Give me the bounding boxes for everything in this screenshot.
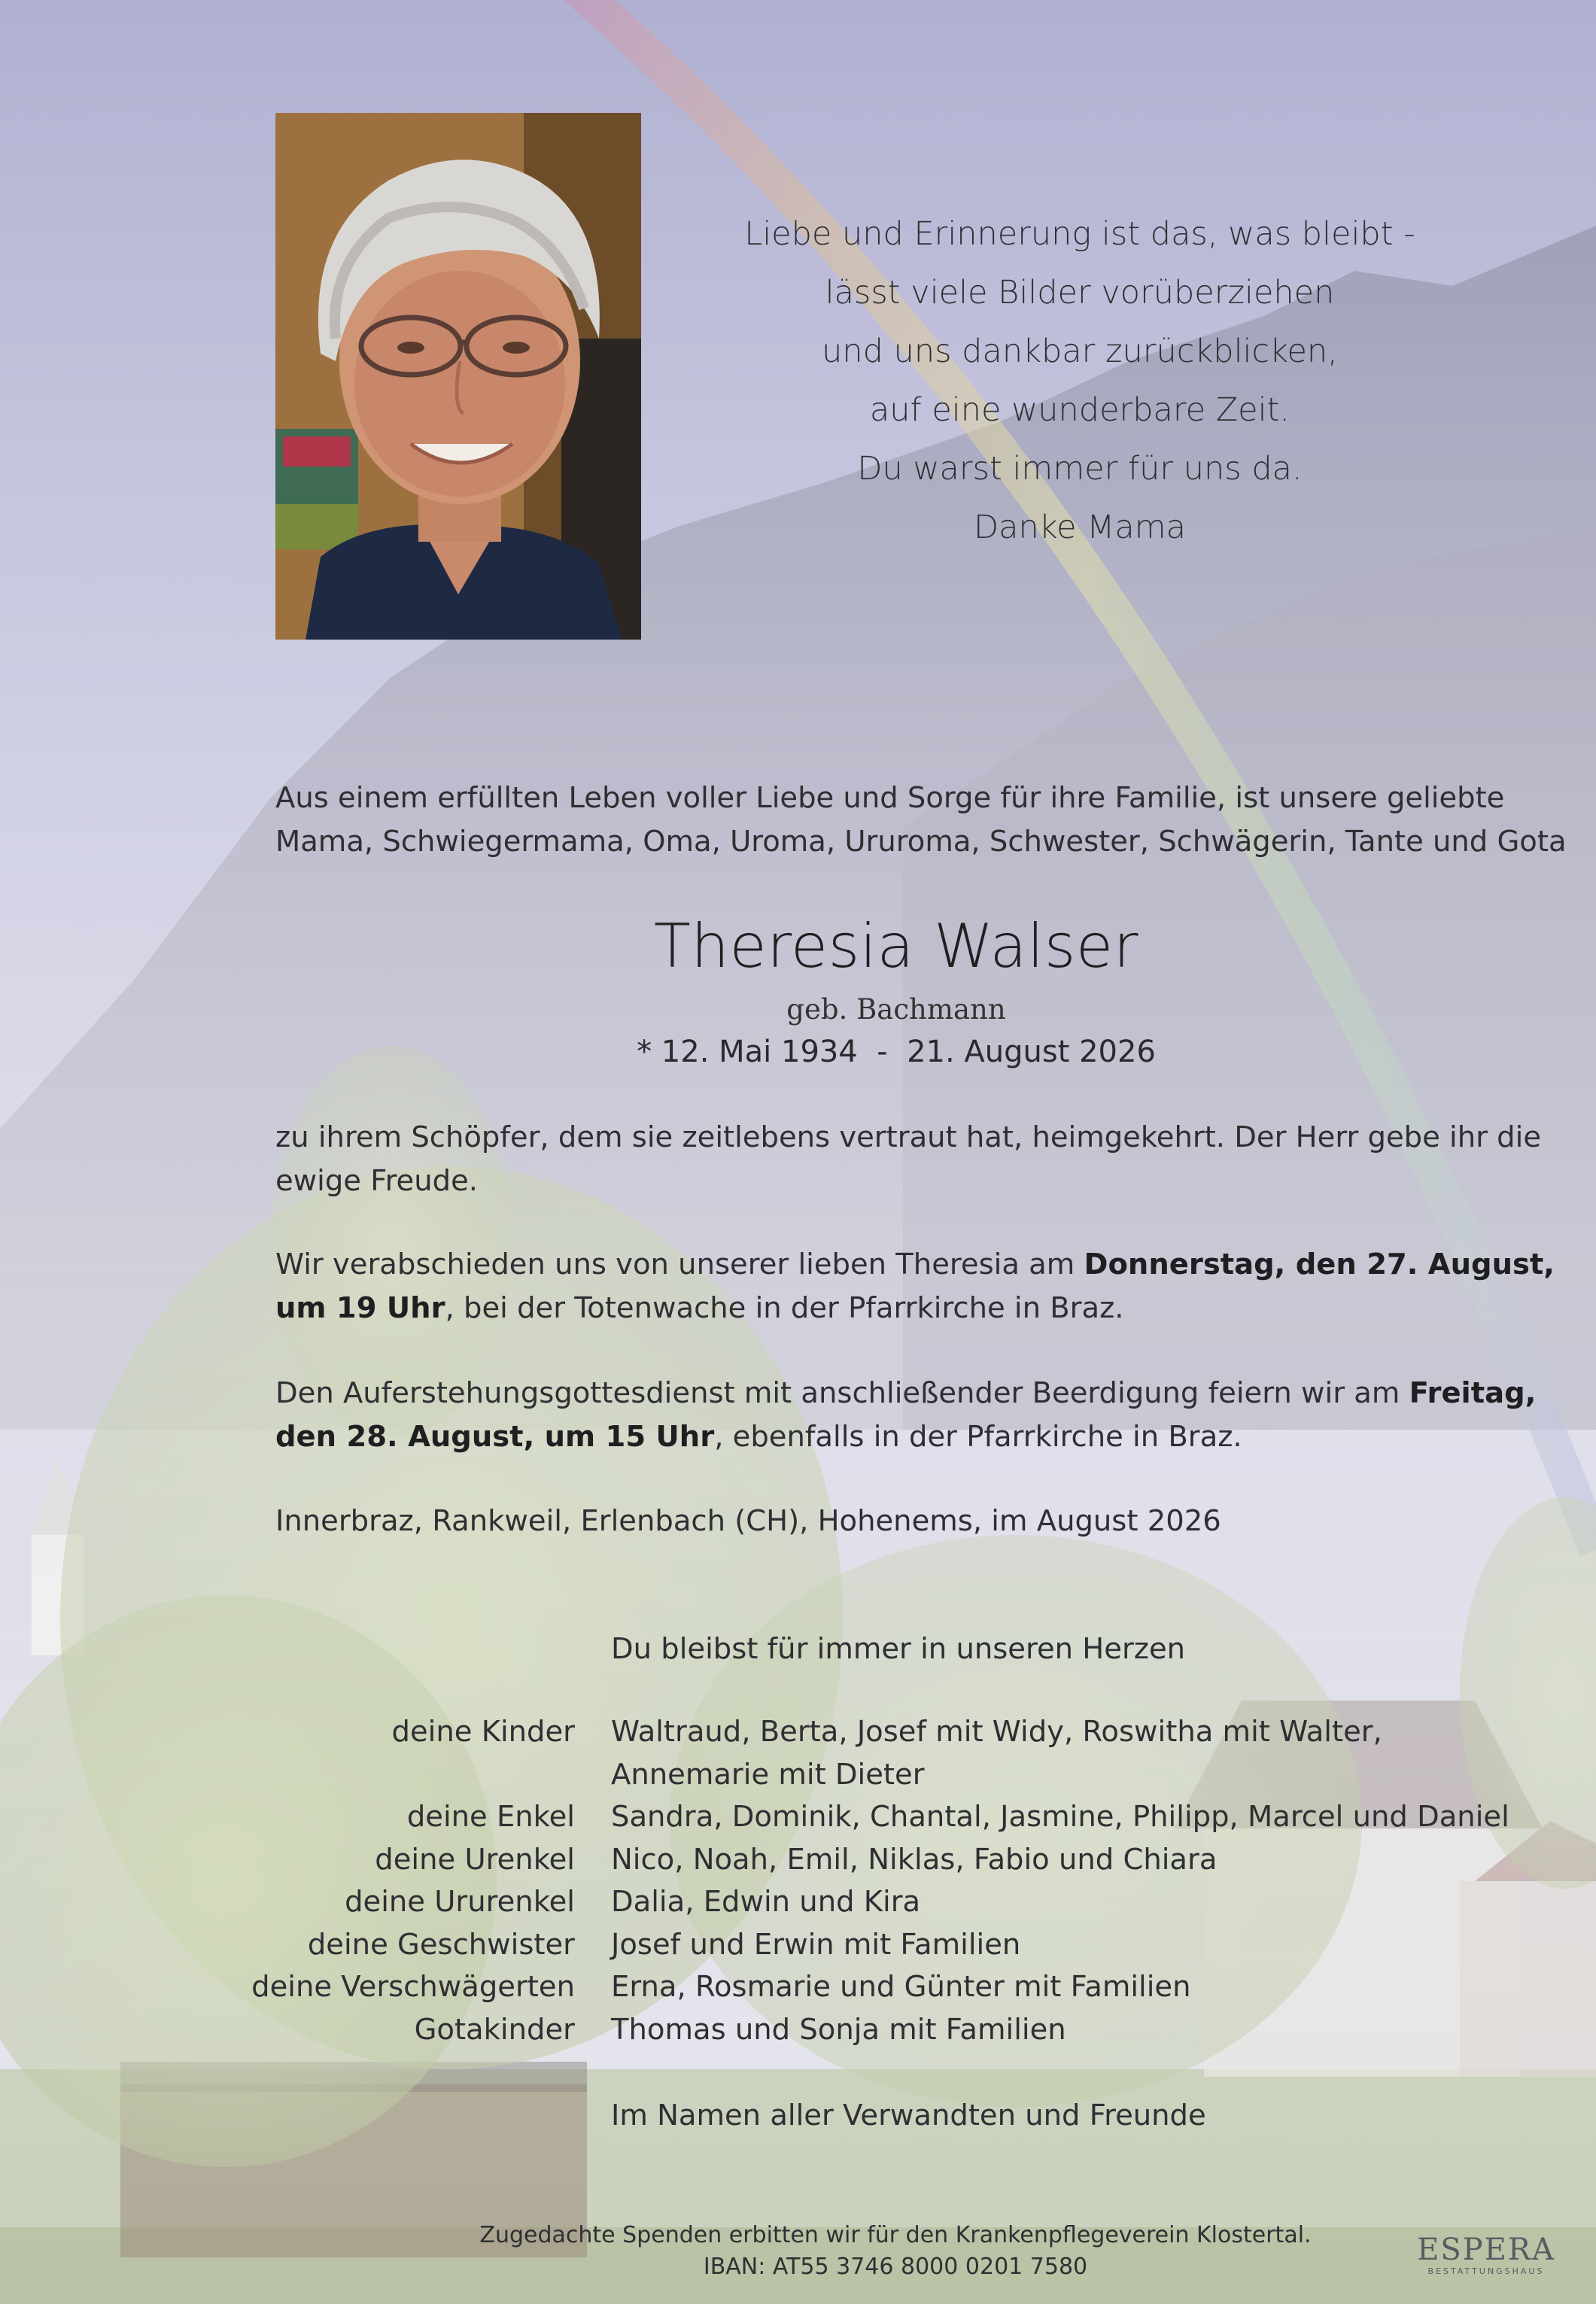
family-names-line: Josef und Erwin mit Familien — [611, 1927, 1021, 1962]
poem-line: auf eine wunderbare Zeit. — [869, 391, 1290, 429]
paragraph-line — [275, 1287, 1517, 1330]
deceased-name: Theresia Walser — [653, 911, 1139, 981]
donation-note — [436, 2220, 1354, 2283]
wake-location: , bei der Totenwache in der Pfarrkirche in Braz. — [445, 1291, 1124, 1325]
wake-date: Donnerstag, den 27. August, — [1084, 1248, 1555, 1281]
family-relation: deine Ururenkel — [345, 1885, 575, 1919]
family-names — [611, 1711, 1543, 1796]
poem-line: Danke Mama — [974, 509, 1186, 546]
paragraph-line: ewige Freude. — [275, 1164, 479, 1198]
paragraph-funeral — [275, 1372, 1537, 1459]
logo-wordmark: ESPERA — [1417, 2233, 1555, 2267]
donation-iban: IBAN: AT55 3746 8000 0201 7580 — [703, 2254, 1088, 2280]
family-row — [188, 1711, 1543, 1796]
paragraph-line — [275, 1415, 1517, 1459]
intro-text — [275, 777, 1570, 864]
family-names-line: Annemarie mit Dieter — [611, 1757, 925, 1792]
motto: Du bleibst für immer in unseren Herzen — [611, 1632, 1186, 1666]
family-relation: deine Geschwister — [307, 1927, 575, 1962]
paragraph-homecoming — [275, 1116, 1542, 1203]
family-relation: deine Kinder — [391, 1715, 575, 1749]
family-relation: deine Enkel — [406, 1800, 575, 1834]
closing-line: Im Namen aller Verwandten und Freunde — [611, 2099, 1206, 2132]
wake-time: um 19 Uhr — [275, 1291, 445, 1325]
family-relation: deine Verschwägerten — [251, 1970, 575, 2004]
memorial-poem — [700, 205, 1460, 557]
paragraph-line — [275, 1372, 1537, 1415]
family-names-line: Dalia, Edwin und Kira — [611, 1885, 921, 1919]
funeral-location: , ebenfalls in der Pfarrkirche in Braz. — [714, 1420, 1242, 1454]
family-names — [611, 1881, 1543, 1924]
donation-text: Zugedachte Spenden erbitten wir für den Krankenpflegeverein Klostertal. — [479, 2222, 1312, 2248]
wake-text: Wir verabschieden uns von unserer lieben Theresia am — [275, 1248, 1084, 1281]
poem-line: Liebe und Erinnerung ist das, was bleibt - — [744, 215, 1415, 253]
family-names-line: Waltraud, Berta, Josef mit Widy, Roswitha mit Walter, — [611, 1715, 1382, 1749]
family-names-line: Erna, Rosmarie und Günter mit Familien — [611, 1970, 1191, 2004]
maiden-name: geb. Bachmann — [786, 993, 1006, 1026]
family-names-line: Sandra, Dominik, Chantal, Jasmine, Philipp, Marcel und Daniel — [611, 1800, 1509, 1834]
family-names — [611, 2009, 1543, 2052]
family-row — [188, 1881, 1543, 1924]
place-and-date: Innerbraz, Rankweil, Erlenbach (CH), Hohenems, im August 2026 — [275, 1504, 1221, 1538]
family-row — [188, 1796, 1543, 1839]
family-row — [188, 1966, 1543, 2009]
poem-line: Du warst immer für uns da. — [857, 450, 1303, 488]
family-relation: Gotakinder — [414, 2012, 575, 2047]
poem-line: und uns dankbar zurückblicken, — [822, 333, 1338, 370]
poem-line: lässt viele Bilder vorüberziehen — [825, 274, 1335, 312]
intro-line: Aus einem erfüllten Leben voller Liebe und Sorge für ihre Familie, ist unsere geliebte — [275, 781, 1505, 815]
family-row — [188, 1839, 1543, 1882]
paragraph-line — [275, 1243, 1555, 1287]
life-dates: * 12. Mai 1934 - 21. August 2026 — [637, 1035, 1156, 1069]
family-names — [611, 1796, 1543, 1839]
funeral-home-logo — [1407, 2233, 1565, 2277]
family-names-line: Thomas und Sonja mit Familien — [611, 2012, 1066, 2047]
family-list — [188, 1711, 1543, 2051]
logo-subtitle: BESTATTUNGSHAUS — [1427, 2266, 1545, 2276]
funeral-day: Freitag, — [1409, 1376, 1537, 1410]
paragraph-wake — [275, 1243, 1555, 1330]
intro-line: Mama, Schwiegermama, Oma, Uroma, Ururoma, Schwester, Schwägerin, Tante und Gota — [275, 825, 1567, 859]
funeral-text: Den Auferstehungsgottesdienst mit anschließender Beerdigung feiern wir am — [275, 1376, 1409, 1410]
family-names — [611, 1839, 1543, 1882]
paragraph-line: zu ihrem Schöpfer, dem sie zeitlebens vertraut hat, heimgekehrt. Der Herr gebe ihr die — [275, 1120, 1542, 1154]
portrait-photo — [275, 113, 641, 640]
family-names-line: Nico, Noah, Emil, Niklas, Fabio und Chiara — [611, 1842, 1218, 1877]
family-row — [188, 1924, 1543, 1967]
family-row — [188, 2009, 1543, 2052]
family-relation: deine Urenkel — [375, 1842, 575, 1877]
family-names — [611, 1966, 1543, 2009]
family-names — [611, 1924, 1543, 1967]
funeral-date-time: den 28. August, um 15 Uhr — [275, 1420, 715, 1454]
